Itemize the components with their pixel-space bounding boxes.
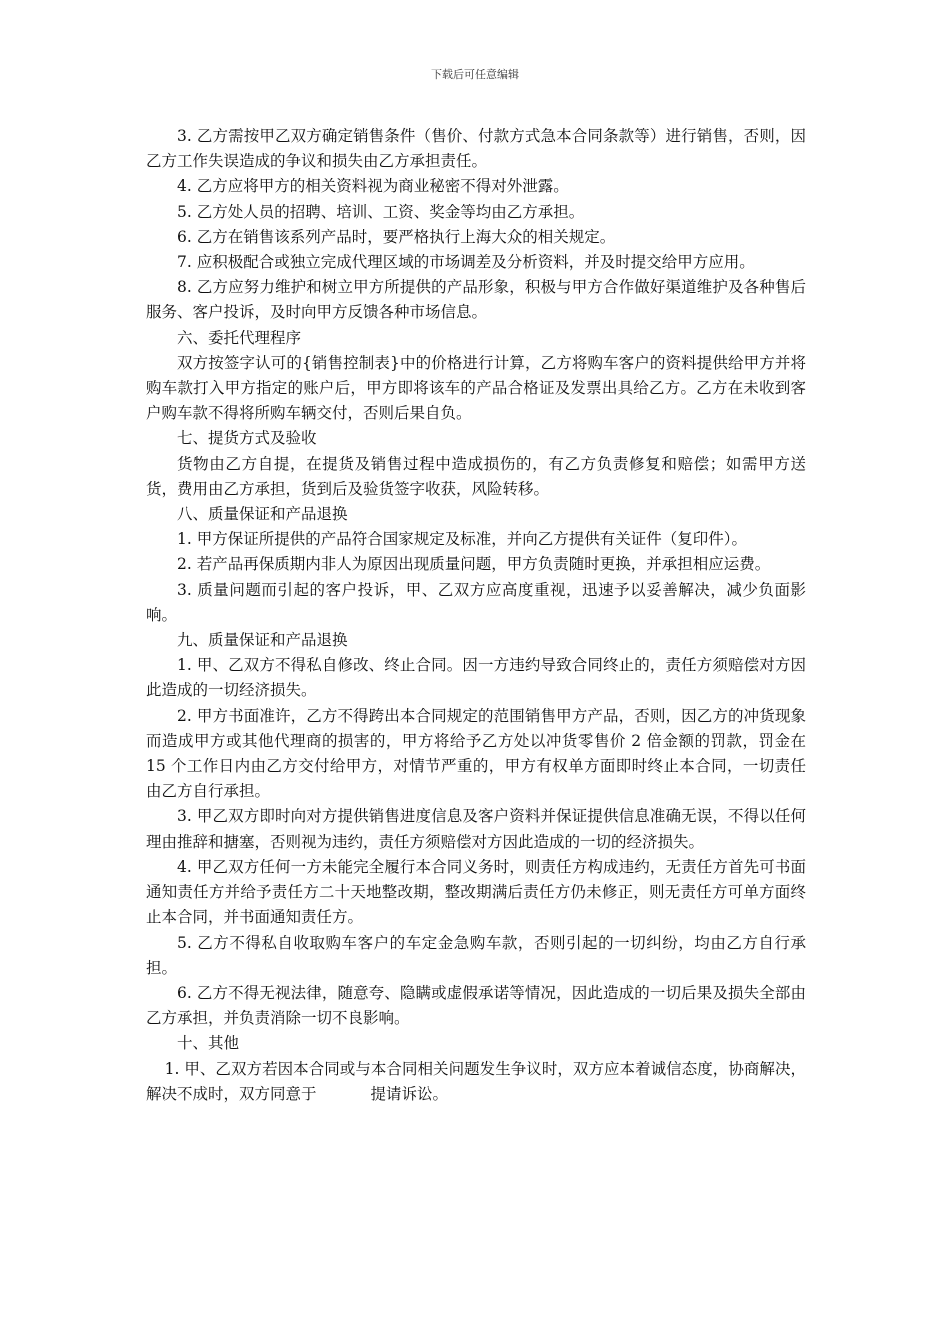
section-heading: 九、质量保证和产品退换 (177, 631, 348, 650)
clause-paragraph: 7. 应积极配合或独立完成代理区域的市场调差及分析资料，并及时提交给甲方应用。 (177, 253, 755, 272)
section-heading: 七、提货方式及验收 (177, 429, 317, 448)
clause-paragraph: 3. 甲乙双方即时向对方提供销售进度信息及客户资料并保证提供信息准确无误，不得以任何理由推辞和搪塞，否则视为违约，责任方须赔偿对方因此造成的一切的经济损失。 (146, 807, 806, 851)
clause-paragraph: 1. 甲方保证所提供的产品符合国家规定及标准，并向乙方提供有关证件（复印件）。 (177, 530, 747, 549)
clause-paragraph: 8. 乙方应努力维护和树立甲方所提供的产品形象，积极与甲方合作做好渠道维护及各种售后服务、客户投诉，及时向甲方反馈各种市场信息。 (146, 278, 806, 322)
clause-paragraph: 6. 乙方不得无视法律，随意夸、隐瞒或虚假承诺等情况，因此造成的一切后果及损失全部由乙方承担，并负责消除一切不良影响。 (146, 983, 806, 1028)
page-header: 下载后可任意编辑 (431, 68, 519, 81)
clause-paragraph: 双方按签字认可的{销售控制表}中的价格进行计算，乙方将购车客户的资料提供给甲方并将购车款打入甲方指定的账户后，甲方即将该车的产品合格证及发票出具给乙方。乙方在未收到客户购车款不得将所购车辆交付，否则后果自负。 (146, 353, 806, 423)
clause-paragraph: 2. 甲方书面准许，乙方不得跨出本合同规定的范围销售甲方产品，否则，因乙方的冲货现象而造成甲方或其他代理商的损害的，甲方将给予乙方处以冲货零售价 2 倍金额的罚款，罚金在 15 个工作日内由乙方交付给甲方，对情节严重的，甲方有权单方面即时终止本合同，一切责任由乙方自行承担。 (146, 706, 806, 801)
clause-paragraph: 5. 乙方不得私自收取购车客户的车定金急购车款，否则引起的一切纠纷，均由乙方自行承担。 (146, 933, 806, 977)
clause-paragraph-last (146, 1057, 806, 1107)
clause-paragraph: 5. 乙方处人员的招聘、培训、工资、奖金等均由乙方承担。 (177, 202, 585, 221)
document-body (146, 124, 806, 1107)
clause-paragraph: 4. 甲乙双方任何一方未能完全履行本合同义务时，则责任方构成违约，无责任方首先可书面通知责任方并给予责任方二十天地整改期，整改期满后责任方仍未修正，则无责任方可单方面终止本合同，并书面通知责任方。 (146, 857, 806, 927)
clause-paragraph: 货物由乙方自提，在提货及销售过程中造成损伤的，有乙方负责修复和赔偿；如需甲方送货，费用由乙方承担，货到后及验货签字收获，风险转移。 (146, 454, 806, 498)
section-heading: 八、质量保证和产品退换 (177, 505, 348, 524)
clause-text-before-blank: 1. 甲、乙双方若因本合同或与本合同相关问题发生争议时，双方应本着诚信态度，协商解决，解决不成时，双方同意于 (146, 1059, 806, 1103)
section-heading: 十、其他 (177, 1034, 240, 1053)
section-heading: 六、委托代理程序 (177, 328, 302, 347)
clause-paragraph: 4. 乙方应将甲方的相关资料视为商业秘密不得对外泄露。 (177, 177, 569, 196)
clause-paragraph: 3. 质量问题而引起的客户投诉，甲、乙双方应高度重视，迅速予以妥善解决，减少负面影响。 (146, 580, 806, 624)
clause-paragraph: 3. 乙方需按甲乙双方确定销售条件（售价、付款方式急本合同条款等）进行销售，否则，因乙方工作失误造成的争议和损失由乙方承担责任。 (146, 127, 806, 171)
clause-text-after-blank: 提请诉讼。 (370, 1084, 449, 1103)
clause-paragraph: 1. 甲、乙双方不得私自修改、终止合同。因一方违约导致合同终止的，责任方须赔偿对方因此造成的一切经济损失。 (146, 656, 806, 700)
clause-paragraph: 2. 若产品再保质期内非人为原因出现质量问题，甲方负责随时更换，并承担相应运费。 (177, 555, 771, 574)
clause-paragraph: 6. 乙方在销售该系列产品时，要严格执行上海大众的相关规定。 (177, 227, 616, 246)
